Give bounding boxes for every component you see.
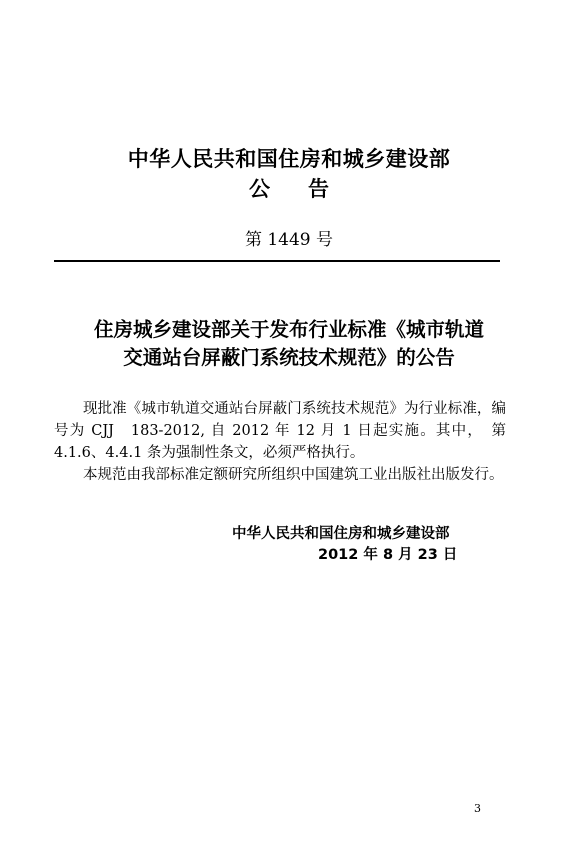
- ministry-title: 中华人民共和国住房和城乡建设部: [127, 147, 451, 171]
- signature-date: 2012 年 8 月 23 日: [318, 547, 458, 563]
- body-paragraph-1: 现批准《城市轨道交通站台屏蔽门系统技术规范》为行业标准，编号为 CJJ 183-2012, 自 2012 年 12 月 1 日起实施。其中， 第 4.1.6、4.4.1 条为强制性条文，必须严格执行。: [54, 401, 506, 461]
- announcement-title-line-1: 住房城乡建设部关于发布行业标准《城市轨道: [93, 318, 484, 341]
- announcement-title-line-2: 交通站台屏蔽门系统技术规范》的公告: [123, 346, 455, 369]
- announcement-body: [54, 398, 506, 486]
- notice-title: 公告: [249, 177, 367, 201]
- header-rule: [54, 260, 500, 262]
- page-number: 3: [474, 802, 481, 815]
- signature-organization: 中华人民共和国住房和城乡建设部: [232, 526, 450, 542]
- notice-number: 第 1449 号: [244, 230, 334, 250]
- body-paragraph-2: 本规范由我部标准定额研究所组织中国建筑工业出版社出版发行。: [83, 467, 504, 483]
- announcement-title: [40, 316, 538, 372]
